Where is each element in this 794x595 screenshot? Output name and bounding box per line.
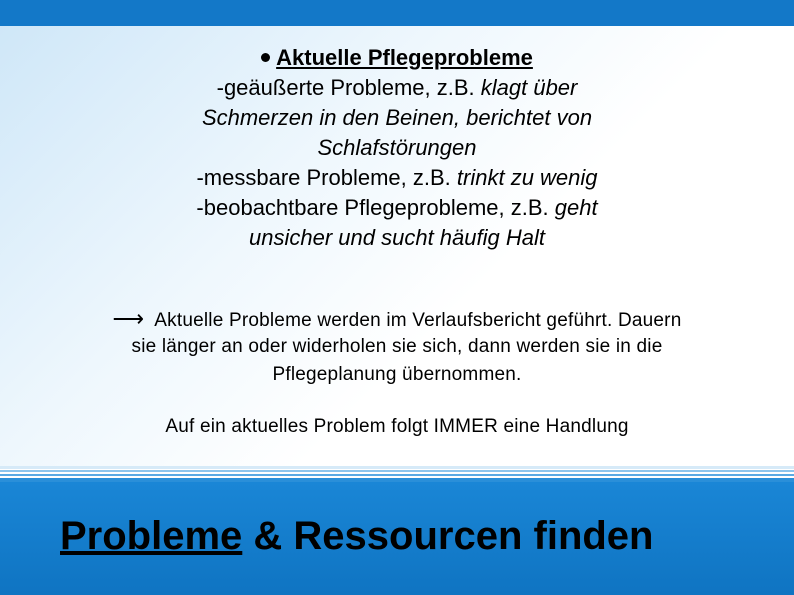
top-bar xyxy=(0,0,794,26)
slide-title-rest: & Ressourcen finden xyxy=(242,514,654,558)
note-line: Pflegeplanung übernommen. xyxy=(272,364,522,385)
note-line: ⟶ Aktuelle Probleme werden im Verlaufsbericht geführt. Dauern xyxy=(112,306,682,331)
bullet-icon xyxy=(261,53,270,62)
heading xyxy=(0,43,794,73)
slide-title-underlined: Probleme xyxy=(60,514,243,558)
problem-list xyxy=(0,73,794,253)
problem-line: unsicher und sucht häufig Halt xyxy=(249,225,545,250)
note-paragraph xyxy=(0,305,794,389)
note-line: sie länger an oder widerholen sie sich, dann werden sie in die xyxy=(131,336,663,357)
problem-line: -messbare Probleme, z.B. trinkt zu wenig xyxy=(196,165,598,190)
problem-line: -geäußerte Probleme, z.B. klagt über xyxy=(216,75,578,100)
problem-line: Schmerzen in den Beinen, berichtet von xyxy=(201,105,593,130)
problem-line: Schlafstörungen xyxy=(317,135,477,160)
divider xyxy=(0,466,794,482)
arrow-right-icon: ⟶ xyxy=(112,306,145,331)
problem-line: -beobachtbare Pflegeprobleme, z.B. geht xyxy=(196,195,598,220)
slide-title xyxy=(60,510,654,562)
heading-text: Aktuelle Pflegeprobleme xyxy=(276,45,533,70)
rule-text: Auf ein aktuelles Problem folgt IMMER eine Handlung xyxy=(165,416,629,437)
